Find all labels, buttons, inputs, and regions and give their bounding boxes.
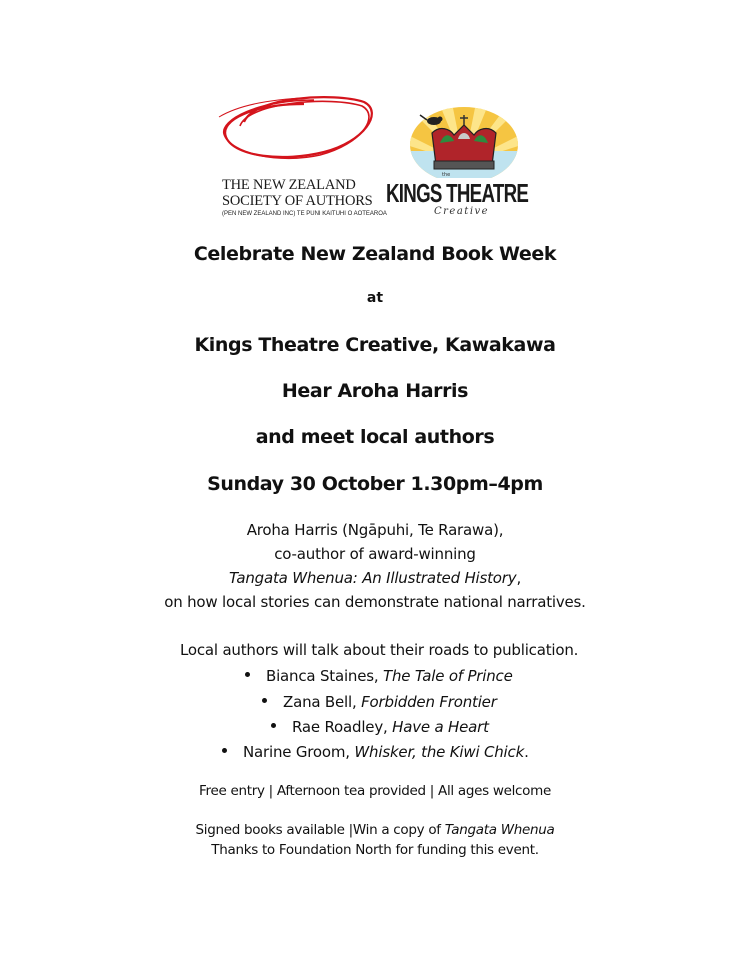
kings-theatre-name: KINGS THEATRE <box>386 178 529 208</box>
logo-header <box>0 0 750 230</box>
red-swoosh-icon <box>214 92 382 177</box>
nzsa-name-line1: THE NEW ZEALAND <box>222 177 356 193</box>
book-title: Tangata Whenua: An Illustrated History <box>228 569 517 587</box>
at-label: at <box>366 290 384 306</box>
authors-intro: Local authors will talk about their roads to publication. <box>180 641 579 659</box>
description-line-2: co-author of award-winning <box>274 545 476 563</box>
nzsa-logo <box>214 92 387 222</box>
description-line-1: Aroha Harris (Ngāpuhi, Te Rarawa), <box>246 521 504 539</box>
bullet-icon <box>262 698 267 703</box>
bullet-icon <box>222 748 227 753</box>
description-line-3: Tangata Whenua: An Illustrated History, <box>228 569 522 587</box>
kings-creative-label: Creative <box>434 206 490 217</box>
list-item: Zana Bell, Forbidden Frontier <box>262 693 497 711</box>
venue-heading: Kings Theatre Creative, Kawakawa <box>194 334 556 356</box>
kings-the-label: the <box>442 172 451 178</box>
kings-theatre-logo <box>384 103 544 223</box>
thanks-line: Thanks to Foundation North for funding this event. <box>211 842 539 858</box>
crown-sun-icon <box>384 103 544 178</box>
description-line-4: on how local stories can demonstrate national narratives. <box>164 593 586 611</box>
signed-books-line: Signed books available |Win a copy of Tangata Whenua <box>195 822 555 838</box>
event-info: Free entry | Afternoon tea provided | All ages welcome <box>199 783 551 799</box>
title-heading: Celebrate New Zealand Book Week <box>193 243 557 265</box>
datetime-heading: Sunday 30 October 1.30pm–4pm <box>207 473 543 495</box>
nzsa-subtitle: (PEN NEW ZEALAND INC) TE PUNI KAITUHI O AOTEAROA <box>222 211 387 217</box>
list-item: Narine Groom, Whisker, the Kiwi Chick. <box>222 743 529 761</box>
book-title: Tangata Whenua <box>444 822 555 838</box>
speaker-heading: Hear Aroha Harris <box>281 380 469 402</box>
list-item: Bianca Staines, The Tale of Prince <box>245 667 513 685</box>
bullet-icon <box>245 672 250 677</box>
list-item: Rae Roadley, Have a Heart <box>271 718 489 736</box>
meet-heading: and meet local authors <box>255 426 495 448</box>
bullet-icon <box>271 723 276 728</box>
nzsa-name-line2: SOCIETY OF AUTHORS <box>222 193 373 209</box>
